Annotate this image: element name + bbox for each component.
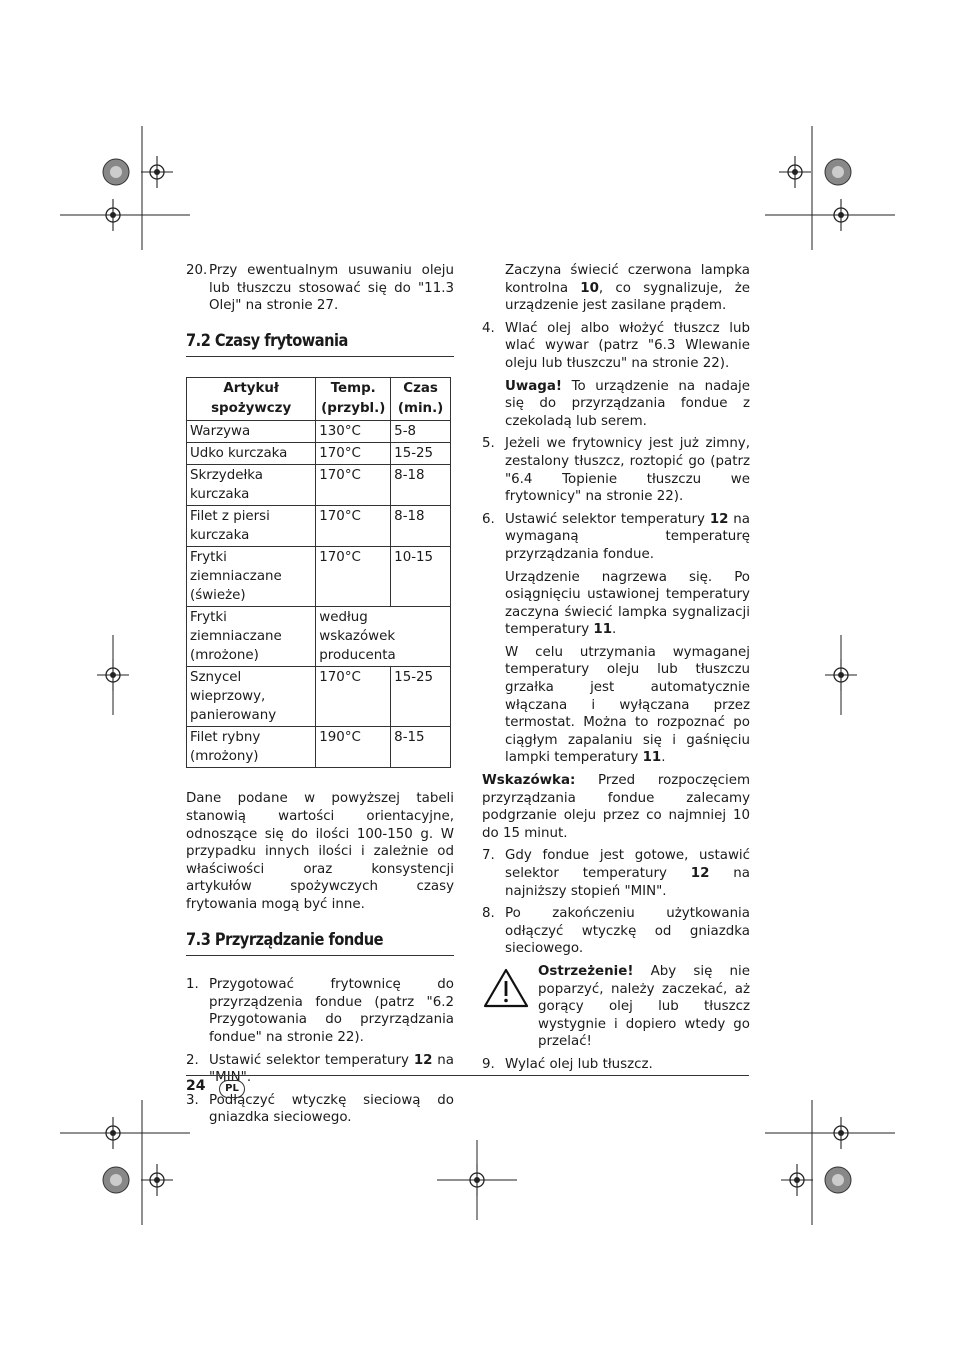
ref-number: 11	[642, 750, 662, 766]
list-item-5	[482, 435, 750, 505]
note-text: To urządzenie na nadaje się do przyrządzania fondue z czekoladą lub serem.	[505, 378, 750, 429]
section-divider	[186, 356, 454, 357]
cell-temp: 170°C	[316, 547, 391, 607]
item-text: Podłączyć wtyczkę sieciową do gniazdka sieciowego.	[209, 1092, 454, 1126]
note-label: Uwaga!	[505, 378, 563, 394]
item-number: 8.	[482, 906, 495, 922]
text-part: Urządzenie nagrzewa się. Po osiągnięciu ustawionej temperatury zaczyna świecić lampka sygnalizacji temperatury	[505, 569, 750, 638]
cell-food: Warzywa	[187, 421, 316, 443]
item-text: Po zakończeniu użytkowania odłączyć wtyczkę od gniazdka sieciowego.	[505, 906, 750, 957]
text-part: na najniższy stopień "MIN".	[505, 866, 750, 899]
hint-label: Wskazówka:	[482, 773, 576, 789]
warning-triangle-icon	[482, 963, 538, 1051]
frying-times-table	[186, 377, 451, 768]
cell-food: Filet z piersi kurczaka	[187, 506, 316, 547]
left-column	[186, 262, 454, 1127]
list-item-6	[482, 511, 750, 564]
section-heading-7-2: 7.2 Czasy frytowania	[186, 330, 348, 351]
cell-food: Sznycel wieprzowy, panierowany	[187, 667, 316, 727]
cell-temp: 170°C	[316, 443, 391, 465]
cell-time: 15-25	[391, 667, 451, 727]
section-divider	[186, 955, 454, 956]
list-item-20	[186, 262, 454, 315]
list-item-7	[482, 847, 750, 900]
warning-text	[538, 963, 750, 1051]
item-number: 5.	[482, 436, 495, 452]
text-part: .	[612, 622, 617, 638]
list-item-8	[482, 905, 750, 958]
item-number: 9.	[482, 1056, 495, 1072]
cell-food: Frytki ziemniaczane (świeże)	[187, 547, 316, 607]
text-part: na "MIN".	[209, 1052, 454, 1086]
cell-time: 8-18	[391, 506, 451, 547]
table-row	[187, 443, 451, 465]
item-text	[209, 1052, 454, 1087]
table-row	[187, 465, 451, 506]
cell-time: 5-8	[391, 421, 451, 443]
cell-food: Skrzydełka kurczaka	[187, 465, 316, 506]
item-number: 6.	[482, 511, 495, 527]
item-text: Przygotować frytownicę do przyrządzenia fondue (patrz "6.2 Przygotowania do przyrządzania fondue" na stronie 22).	[209, 977, 454, 1045]
ref-number: 12	[690, 866, 710, 881]
col-header-time: Czas (min.)	[391, 378, 451, 421]
list-item-9	[482, 1056, 750, 1074]
ref-number: 10	[580, 280, 599, 296]
col-header-temp: Temp. (przybl.)	[316, 378, 391, 421]
cell-temp: 170°C	[316, 506, 391, 547]
text-part: Zaczyna świecić czerwona lampka kontrolna	[505, 263, 750, 296]
table-row	[187, 547, 451, 607]
ref-number: 12	[709, 511, 729, 527]
cell-time: 8-15	[391, 727, 451, 768]
text-part: .	[661, 750, 666, 766]
list-item-4	[482, 320, 750, 373]
item-text	[505, 847, 750, 900]
col-header-food: Artykuł spożywczy	[187, 378, 316, 421]
table-header-row	[187, 378, 451, 421]
table-row	[187, 607, 451, 667]
item-text: Wlać olej albo włożyć tłuszcz lub wlać wywar (patrz "6.3 Wlewanie oleju lub tłuszczu" na stronie 22).	[505, 320, 750, 371]
table-row	[187, 667, 451, 727]
cell-time: 10-15	[391, 547, 451, 607]
item-number: 1.	[186, 977, 199, 993]
warning-block	[482, 963, 750, 1051]
cell-temp: 170°C	[316, 465, 391, 506]
cell-temp: 130°C	[316, 421, 391, 443]
item-text: Przy ewentualnym usuwaniu oleju lub tłuszczu stosować się do "11.3 Olej" na stronie 27.	[209, 263, 454, 314]
item-number: 7.	[482, 848, 495, 864]
table-row	[187, 506, 451, 547]
cell-time: 15-25	[391, 443, 451, 465]
cell-food: Filet rybny (mrożony)	[187, 727, 316, 768]
cell-temp: według wskazówek producenta	[316, 607, 451, 667]
table-row	[187, 727, 451, 768]
table-row	[187, 421, 451, 443]
cell-food: Frytki ziemniaczane (mrożone)	[187, 607, 316, 667]
list-item-1	[186, 976, 454, 1046]
text-part: Ustawić selektor temperatury	[209, 1052, 414, 1068]
table-note: Dane podane w powyższej tabeli stanowią wartości orientacyjne, odnoszące się do ilości 100-150 g. W przypadku innych ilości i zależnie od właściwości oraz konsystencji artykułów spożywczych czasy frytowania mogą być inne.	[186, 791, 454, 912]
warning-body: Aby się nie poparzyć, należy zaczekać, aż gorący olej lub tłuszcz wystygnie i dopiero wtedy go przelać!	[538, 963, 750, 1050]
item-text: Wylać olej lub tłuszcz.	[505, 1056, 653, 1072]
item-number: 20.	[186, 263, 208, 278]
text-part: na wymaganą temperaturę przyrządzania fondue.	[505, 511, 750, 562]
ref-number: 11	[593, 622, 613, 638]
cell-time: 8-18	[391, 465, 451, 506]
hint-text: Przed rozpoczęciem przyrządzania fondue zalecamy podgrzanie oleju przez co najmniej 10 do 15 minut.	[482, 773, 750, 841]
item-text	[505, 511, 750, 564]
item-text: Jeżeli we frytownicy jest już zimny, zestalony tłuszcz, roztopić go (patrz "6.4 Topienie tłuszczu we frytownicy" na stronie 22).	[505, 436, 750, 505]
cell-temp: 190°C	[316, 727, 391, 768]
language-badge: PL	[219, 1080, 245, 1098]
text-part: W celu utrzymania wymaganej temperatury oleju lub tłuszczu grzałka jest automatycznie włączana i wyłączana przez termostat. Można to rozpoznać po ciągłym zapalaniu się i gaśnięciu lampki temperatury	[505, 644, 750, 766]
warning-label: Ostrzeżenie!	[538, 963, 634, 979]
text-part: Gdy fondue jest gotowe, ustawić selektor temperatury	[505, 848, 750, 881]
step-6-paragraph-1	[505, 569, 750, 639]
text-part: , co sygnalizuje, że urządzenie jest zasilane prądem.	[505, 280, 750, 314]
footer-divider	[186, 1075, 749, 1076]
cell-temp: 170°C	[316, 667, 391, 727]
note-uwaga	[505, 378, 750, 431]
step-3-continuation	[505, 262, 750, 315]
item-number: 2.	[186, 1052, 199, 1068]
item-number: 3.	[186, 1092, 199, 1108]
ref-number: 12	[413, 1052, 433, 1068]
step-6-paragraph-2	[505, 644, 750, 767]
hint-wskazowka	[482, 772, 750, 842]
right-column	[482, 262, 750, 1074]
page-number: 24	[186, 1078, 206, 1094]
text-part: Ustawić selektor temperatury	[505, 511, 710, 527]
item-number: 4.	[482, 320, 495, 336]
cell-food: Udko kurczaka	[187, 443, 316, 465]
section-heading-7-3: 7.3 Przyrządzanie fondue	[186, 929, 384, 950]
